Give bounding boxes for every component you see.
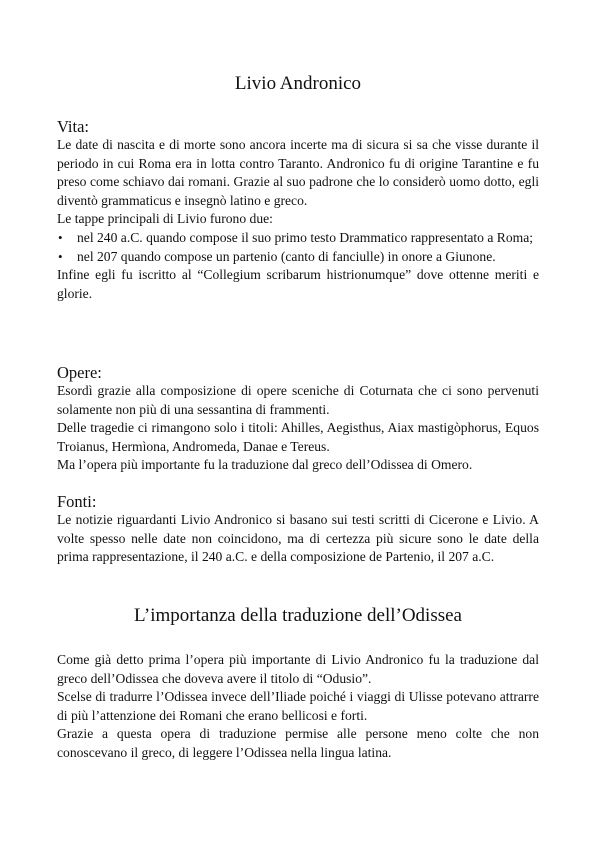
section-vita <box>57 117 539 303</box>
list-item <box>57 248 539 267</box>
section-fonti <box>57 492 539 567</box>
list-item-text: nel 240 a.C. quando compose il suo primo testo Drammatico rappresentato a Roma; <box>77 229 534 245</box>
section-subtitle: L’importanza della traduzione dell’Odissea <box>134 605 462 626</box>
section-opere <box>57 363 539 475</box>
section-heading-opere: Opere: <box>57 363 102 382</box>
opere-paragraph-2: Delle tragedie ci rimangono solo i titoli: Ahilles, Aegisthus, Aiax mastigòphorus, Equos Troianus, Hermìona, Andromeda, Danae e Tereus. <box>57 420 539 454</box>
fonti-paragraph-1: Le notizie riguardanti Livio Andronico si basano sui testi scritti di Cicerone e Livio. A volte spesso nelle date non coincidono, ma di certezza più sicure sono le date della prima rappresentazione, il 240 a.C. e della composizione de Partenio, il 207 a.C. <box>57 512 539 565</box>
list-item-text: nel 207 quando compose un partenio (canto di fanciulle) in onore a Giunone. <box>77 248 496 264</box>
opere-paragraph-1: Esordì grazie alla composizione di opere sceniche di Coturnata che ci sono pervenuti solamente non più di una sessantina di frammenti. <box>57 383 539 417</box>
bullet-icon: • <box>58 248 63 264</box>
document-title: Livio Andronico <box>234 73 362 94</box>
vita-paragraph-2: Le tappe principali di Livio furono due: <box>57 211 273 227</box>
section-importanza <box>57 651 539 763</box>
vita-paragraph-1: Le date di nascita e di morte sono ancora incerte ma di sicura si sa che visse durante il periodo in cui Roma era in lotta contro Taranto. Andronico fu di origine Tarantine e fu preso come schiavo dai romani. Grazie al suo padrone che lo considerò uomo dotto, egli diventò grammaticus e insegnò latino e greco. <box>57 137 539 208</box>
vita-bullet-list <box>57 229 539 266</box>
importanza-paragraph-2: Scelse di tradurre l’Odissea invece dell’Iliade poiché i viaggi di Ulisse potevano attrarre di più l’attenzione dei Romani che erano bellicosi e forti. <box>57 689 539 723</box>
vita-paragraph-3: Infine egli fu iscritto al “Collegium scribarum histrionumque” dove ottenne meriti e glorie. <box>57 267 539 301</box>
list-item <box>57 229 539 248</box>
importanza-paragraph-3: Grazie a questa opera di traduzione permise alle persone meno colte che non conoscevano il greco, di leggere l’Odissea nella lingua latina. <box>57 726 539 760</box>
bullet-icon: • <box>58 229 63 245</box>
section-heading-vita: Vita: <box>57 117 90 136</box>
section-heading-fonti: Fonti: <box>57 492 97 511</box>
importanza-paragraph-1: Come già detto prima l’opera più importante di Livio Andronico fu la traduzione dal greco dell’Odissea che doveva avere il titolo di “Odusio”. <box>57 652 539 686</box>
opere-paragraph-3: Ma l’opera più importante fu la traduzione dal greco dell’Odissea di Omero. <box>57 457 473 473</box>
